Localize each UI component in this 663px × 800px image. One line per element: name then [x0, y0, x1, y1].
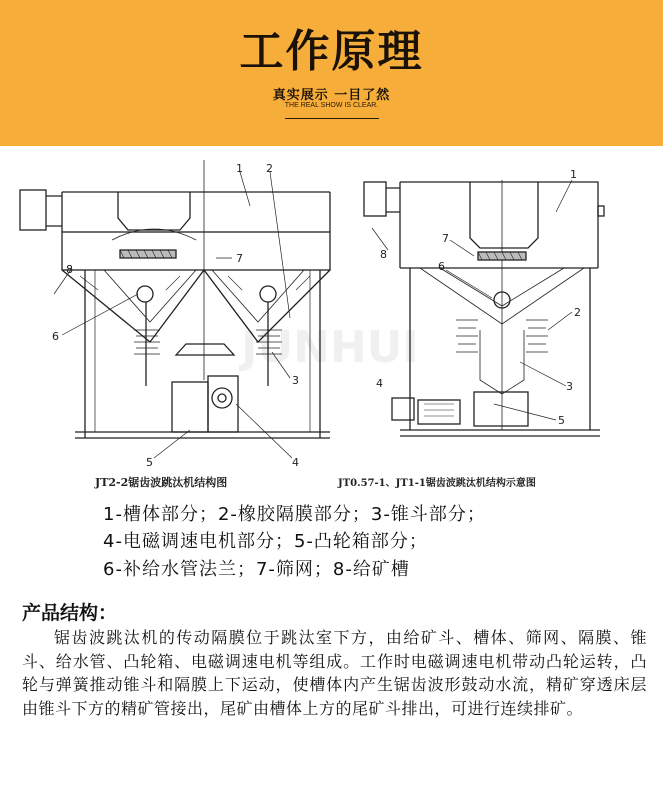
jig-structure-diagrams — [0, 150, 663, 495]
left-label-4: 4 — [292, 456, 299, 469]
right-label-8: 8 — [380, 248, 387, 261]
left-label-1: 1 — [236, 162, 243, 175]
left-label-5: 5 — [146, 456, 153, 469]
right-label-7: 7 — [442, 232, 449, 245]
legend-line-2: 4-电磁调速电机部分；5-凸轮箱部分； — [103, 531, 428, 552]
left-diagram-caption: JT2-2锯齿波跳汰机结构图 — [95, 476, 228, 489]
right-label-6: 6 — [438, 260, 445, 273]
banner-subtitle: 真实展示 一目了然 — [272, 88, 391, 103]
banner-underline — [285, 118, 379, 119]
right-label-2: 2 — [574, 306, 581, 319]
left-label-2: 2 — [266, 162, 273, 175]
right-diagram-caption: JT0.57-1、JT1-1锯齿波跳汰机结构示意图 — [338, 478, 536, 489]
product-structure-heading: 产品结构： — [22, 602, 118, 624]
left-label-7: 7 — [236, 252, 243, 265]
left-diagram — [20, 160, 330, 469]
watermark: JUNHUI — [241, 322, 419, 373]
right-label-4: 4 — [376, 377, 383, 390]
banner-subtitle-english: THE REAL SHOW IS CLEAR. — [284, 102, 379, 109]
header-banner — [0, 0, 663, 146]
right-label-1: 1 — [570, 168, 577, 181]
left-label-8: 8 — [66, 263, 73, 276]
legend-line-3: 6-补给水管法兰；7-筛网；8-给矿槽 — [103, 559, 410, 580]
legend-line-1: 1-槽体部分；2-橡胶隔膜部分；3-锥斗部分； — [103, 504, 486, 525]
product-structure-description: 锯齿波跳汰机的传动隔膜位于跳汰室下方，由给矿斗、槽体、筛网、隔膜、锥斗、给水管、凸轮箱、电磁调速电机等组成。工作时电磁调速电机带动凸轮运转，凸轮与弹簧推动锥斗和隔膜上下运动，使槽体内产生锯齿波形鼓动水流，精矿穿透床层由锥斗下方的精矿管接出，尾矿由槽体上方的尾矿斗排出，可进行连续排矿。 — [22, 628, 647, 718]
right-label-5: 5 — [558, 414, 565, 427]
right-label-3: 3 — [566, 380, 573, 393]
right-diagram — [364, 168, 604, 436]
banner-title: 工作原理 — [239, 26, 424, 77]
left-label-6: 6 — [52, 330, 59, 343]
left-label-3: 3 — [292, 374, 299, 387]
